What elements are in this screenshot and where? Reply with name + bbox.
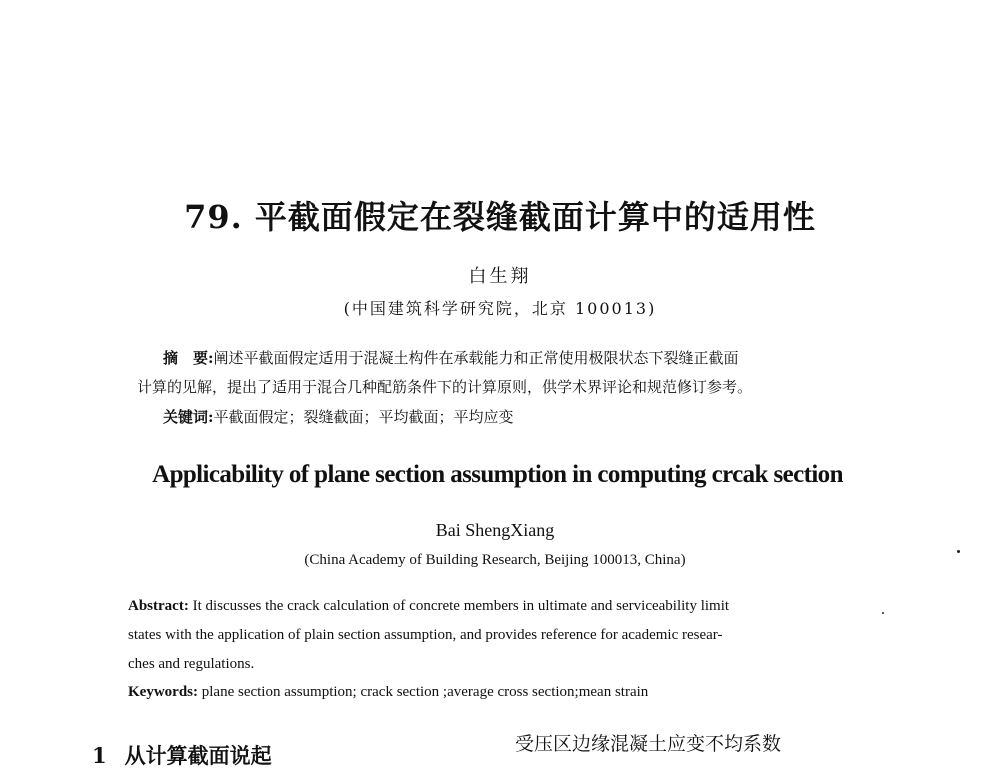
chinese-author: 白生翔 [468,266,532,287]
section-1-title: 从计算截面说起 [124,743,272,768]
english-abstract-label: Abstract: [128,598,189,614]
english-keywords-label: Keywords: [128,684,198,700]
chinese-affiliation: (中国建筑科学研究院，北京 100013) [343,299,657,318]
section-1-number: 1 [92,743,107,768]
section-1-heading [92,740,272,770]
english-abstract-line-1 [128,598,729,615]
chinese-abstract-text-1: 阐述平截面假定适用于混凝土构件在承载能力和正常使用极限状态下裂缝正截面 [213,349,739,367]
right-column-text: 受压区边缘混凝土应变不均系数 [515,733,782,755]
scan-speck [882,612,884,614]
english-keywords [128,684,648,701]
chinese-title: 79. 平截面假定在裂缝截面计算中的适用性 [184,198,816,236]
scan-speck [957,550,960,553]
english-abstract-line-2: states with the application of plain section assumption, and provides reference for academic resear- [128,627,723,643]
chinese-abstract-line-2: 计算的见解，提出了适用于混合几种配筋条件下的计算原则，供学术界评论和规范修订参考。 [137,378,753,396]
chinese-keywords [163,406,514,427]
english-author: Bai ShengXiang [435,520,555,540]
chinese-keywords-text: 平截面假定；裂缝截面；平均截面；平均应变 [213,408,514,426]
chinese-abstract-label: 摘 要: [163,349,214,367]
english-title: Applicability of plane section assumption in computing crcak section [152,461,843,488]
english-abstract-line-3: ches and regulations. [128,656,255,672]
english-keywords-text: plane section assumption; crack section ;average cross section;mean strain [201,684,649,700]
english-affiliation: (China Academy of Building Research, Beijing 100013, China) [304,552,686,568]
english-abstract-text-1: It discusses the crack calculation of concrete members in ultimate and serviceability limit [192,598,730,614]
chinese-abstract-line-1 [163,347,739,368]
chinese-keywords-label: 关键词: [163,408,214,426]
